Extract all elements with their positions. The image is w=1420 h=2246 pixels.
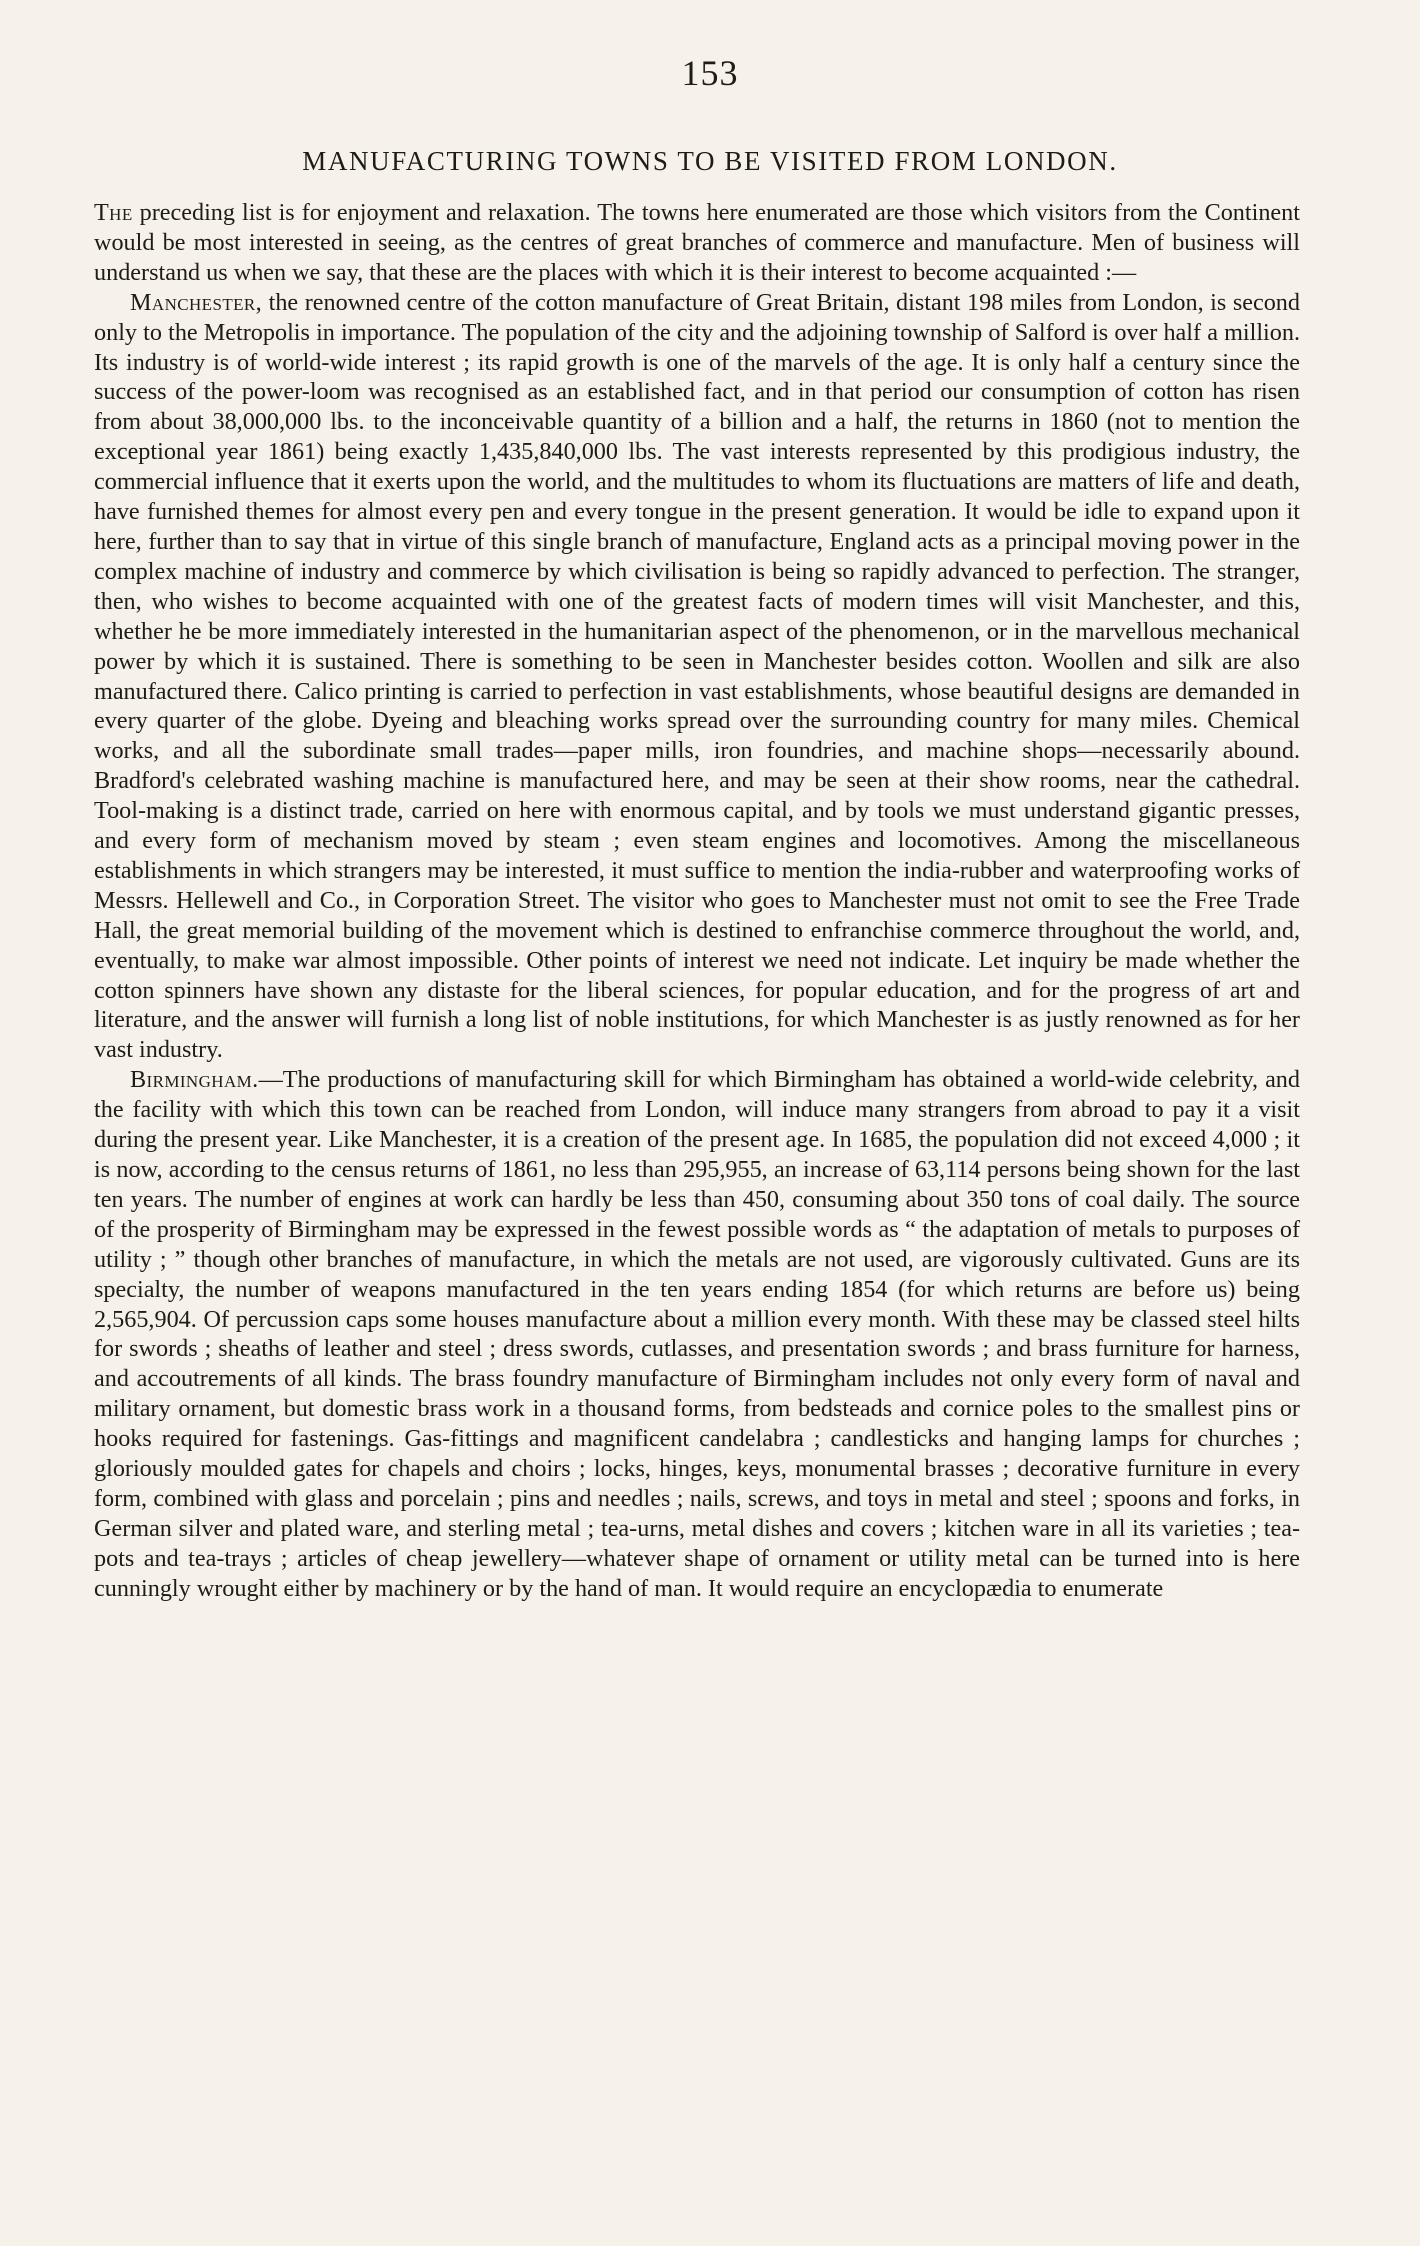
body-text bbox=[94, 198, 1300, 1604]
page-number: 153 bbox=[681, 53, 739, 93]
paragraph-lead: The bbox=[94, 199, 133, 226]
page-title: MANUFACTURING TOWNS TO BE VISITED FROM LONDON. bbox=[302, 146, 1118, 176]
paragraph-intro bbox=[94, 198, 1300, 288]
paragraph-text: —The productions of manufacturing skill for which Birmingham has obtained a world-wide celebrity, and the facility with which this town can be reached from London, will induce many strangers from abroad to pay it a visit during the present year. Like Manchester, it is a creation of the present age. In 1685, the population did not exceed 4,000 ; it is now, according to the census returns of 1861, no less than 295,955, an increase of 63,114 persons being shown for the last ten years. The number of engines at work can hardly be less than 450, consuming about 350 tons of coal daily. The source of the prosperity of Birmingham may be expressed in the fewest possible words as “ the adaptation of metals to purposes of utility ; ” though other branches of manufacture, in which the metals are not used, are vigorously cultivated. Guns are its specialty, the number of weapons manufactured in the ten years ending 1854 (for which returns are before us) being 2,565,904. Of percussion caps some houses manufacture about a million every month. With these may be classed steel hilts for swords ; sheaths of leather and steel ; dress swords, cutlasses, and presentation swords ; and brass furniture for harness, and accoutrements of all kinds. The brass foundry manufacture of Birmingham includes not only every form of naval and military ornament, but domestic brass work in a thousand forms, from bedsteads and cornice poles to the smallest pins or hooks required for fastenings. Gas-fittings and magnificent candelabra ; candlesticks and hanging lamps for churches ; gloriously moulded gates for chapels and choirs ; locks, hinges, keys, monumental brasses ; decorative furniture in every form, combined with glass and porcelain ; pins and needles ; nails, screws, and toys in metal and steel ; spoons and forks, in German silver and plated ware, and sterling metal ; tea-urns, metal dishes and covers ; kitchen ware in all its varieties ; tea-pots and tea-trays ; articles of cheap jewellery—whatever shape of ornament or utility metal can be turned into is here cunningly wrought either by machinery or by the hand of man. It would require an encyclopædia to enumerate bbox=[94, 1066, 1300, 1602]
paragraph-birmingham bbox=[94, 1065, 1300, 1603]
paragraph-text: the renowned centre of the cotton manufacture of Great Britain, distant 198 miles from London, is second only to the Metropolis in importance. The population of the city and the adjoining township of Salford is over half a million. Its industry is of world-wide interest ; its rapid growth is one of the marvels of the age. It is only half a century since the success of the power-loom was recognised as an established fact, and in that period our consumption of cotton has risen from about 38,000,000 lbs. to the inconceivable quantity of a billion and a half, the returns in 1860 (not to mention the exceptional year 1861) being exactly 1,435,840,000 lbs. The vast interests represented by this prodigious industry, the commercial influence that it exerts upon the world, and the multitudes to whom its fluctuations are matters of life and death, have furnished themes for almost every pen and every tongue in the present generation. It would be idle to expand upon it here, further than to say that in virtue of this single branch of manufacture, England acts as a principal moving power in the complex machine of industry and commerce by which civilisation is being so rapidly advanced to perfection. The stranger, then, who wishes to become acquainted with one of the greatest facts of modern times will visit Manchester, and this, whether he be more immediately interested in the humanitarian aspect of the phenomenon, or in the marvellous mechanical power by which it is sustained. There is something to be seen in Manchester besides cotton. Woollen and silk are also manufactured there. Calico printing is carried to perfection in vast establishments, whose beautiful designs are demanded in every quarter of the globe. Dyeing and bleaching works spread over the surrounding country for many miles. Chemical works, and all the subordinate small trades—paper mills, iron foundries, and machine shops—necessarily abound. Bradford's celebrated washing machine is manufactured here, and may be seen at their show rooms, near the cathedral. Tool-making is a distinct trade, carried on here with enormous capital, and by tools we must understand gigantic presses, and every form of mechanism moved by steam ; even steam engines and locomotives. Among the miscellaneous establishments in which strangers may be interested, it must suffice to mention the india-rubber and waterproofing works of Messrs. Hellewell and Co., in Corporation Street. The visitor who goes to Manchester must not omit to see the Free Trade Hall, the great memorial building of the movement which is destined to enfranchise commerce throughout the world, and, eventually, to make war almost impossible. Other points of interest we need not indicate. Let inquiry be made whether the cotton spinners have shown any distaste for the liberal sciences, for popular education, and for the progress of art and literature, and the answer will furnish a long list of noble institutions, for which Manchester is as justly renowned as for her vast industry. bbox=[94, 288, 1300, 1064]
paragraph-lead: Birmingham. bbox=[130, 1066, 259, 1094]
paragraph-manchester bbox=[94, 288, 1300, 1066]
paragraph-text: preceding list is for enjoyment and relaxation. The towns here enumerated are those which visitors from the Continent would be most interested in seeing, as the centres of great branches of commerce and manufacture. Men of business will understand us when we say, that these are the places with which it is their interest to become acquainted :— bbox=[94, 199, 1300, 286]
paragraph-lead: Manchester, bbox=[130, 288, 263, 316]
